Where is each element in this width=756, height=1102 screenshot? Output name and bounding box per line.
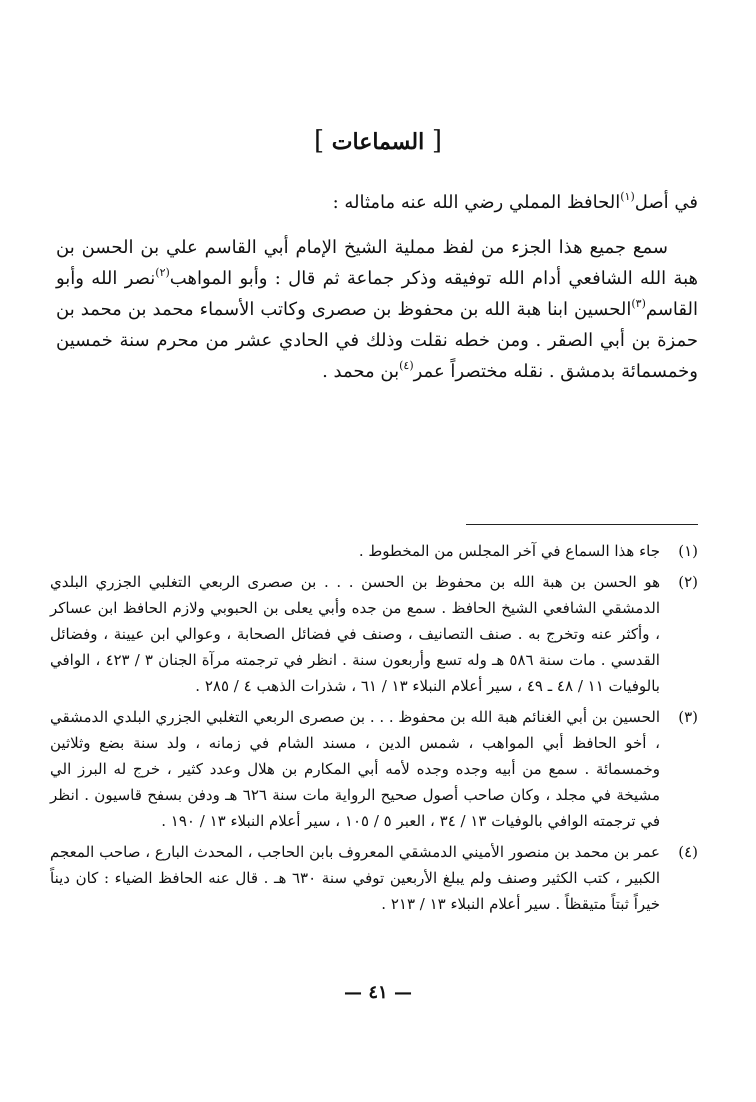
footnote-ref-3: (٣) bbox=[631, 297, 646, 310]
footnote bbox=[50, 704, 698, 834]
footnote-number: (٤) bbox=[678, 843, 698, 861]
body-part-4: بن محمد . bbox=[322, 361, 400, 382]
footnote-text: الحسين بن أبي الغنائم هبة الله بن محفوظ . . . بن صصرى الربعي التغلبي الجزري البلدي الدمشقي ، أخو الحافظ أبي المواهب ، شمس الدين ، مسند الشام في زمانه ، ولد سنة بضع وثلاثين وخمسمائة . سمع من أبيه وجده وجده لأمه أبي المكارم بن هلال وعدد كثير ، خرج له البرز الي مشيخة في مجلد ، وكان صاحب أصول صحيح الرواية مات سنة ٦٢٦ هـ ودفن بسفح قاسيون . انظر في ترجمته الوافي بالوفيات ١٣ / ٣٤ ، العبر ٥ / ١٠٥ ، سير أعلام النبلاء ١٣ / ١٩٠ . bbox=[50, 708, 660, 830]
section-title-text: السماعات bbox=[331, 129, 425, 155]
intro-before: في أصل bbox=[634, 192, 698, 213]
footnotes bbox=[50, 538, 698, 922]
open-bracket: [ bbox=[431, 126, 443, 156]
footnote-number: (١) bbox=[678, 542, 698, 560]
footnote-number: (٣) bbox=[678, 708, 698, 726]
footnote-text: جاء هذا السماع في آخر المجلس من المخطوط . bbox=[358, 542, 660, 560]
main-paragraph bbox=[56, 232, 698, 387]
body-part-3: الحسين ابنا هبة الله بن محفوظ بن صصرى وكاتب الأسماء محمد بن محمد بن حمزة بن أبي الصقر . ومن خطه نقلت وذلك في الحادي عشر من محرم سنة خمسين وخمسمائة بدمشق . نقله مختصراً عمر bbox=[56, 299, 698, 382]
footnote-ref-2: (٢) bbox=[155, 266, 170, 279]
footnote-separator bbox=[466, 524, 698, 525]
page-number: — ٤١ — bbox=[344, 982, 412, 1003]
footnote-number: (٢) bbox=[678, 573, 698, 591]
close-bracket: ] bbox=[313, 126, 325, 156]
intro-after: الحافظ المملي رضي الله عنه مامثاله : bbox=[332, 192, 621, 213]
footnote-ref-1: (١) bbox=[620, 190, 635, 203]
footnote-text: عمر بن محمد بن منصور الأميني الدمشقي المعروف بابن الحاجب ، المحدث البارع ، صاحب المعجم الكبير ، كتب الكثير وصنف ولم يبلغ الأربعين توفي سنة ٦٣٠ هـ . قال عنه الحافظ الضياء : كان ديناً خيراً ثبتاً متيقظاً . سير أعلام النبلاء ١٣ / ٢١٣ . bbox=[50, 843, 661, 913]
footnote bbox=[50, 569, 698, 699]
footnote-ref-4: (٤) bbox=[399, 359, 414, 372]
footnote bbox=[50, 839, 698, 917]
footnote-text: هو الحسن بن هبة الله بن محفوظ بن الحسن . . . بن صصرى الربعي التغلبي الجزري البلدي الدمشقي الشافعي الشيخ الحافظ . سمع من جده وأبي يعلى بن الحبوبي ولازم الحافظ ابن عساكر ، وأكثر عنه وتخرج به . صنف التصانيف ، وصنف في فضائل الصحابة ، وعوالي ابن عيينة ، وفضائل القدسي . مات سنة ٥٨٦ هـ وله تسع وأربعون سنة . انظر في ترجمته مرآة الجنان ٣ / ٤٢٣ ، الوافي بالوفيات ١١ / ٤٨ ـ ٤٩ ، سير أعلام النبلاء ١٣ / ٦١ ، شذرات الذهب ٤ / ٢٨٥ . bbox=[50, 573, 660, 695]
body-part-1: سمع جميع هذا الجزء من لفظ مملية الشيخ الإمام أبي القاسم علي بن الحسن بن هبة الله الشافعي أدام الله توفيقه وذكر جماعة ثم قال : وأبو المواهب bbox=[56, 237, 699, 289]
main-paragraph-text bbox=[56, 232, 698, 387]
footnote bbox=[50, 538, 698, 564]
intro-line bbox=[80, 188, 698, 218]
section-title bbox=[0, 126, 756, 156]
body-part-2: نصر الله وأبو القاسم bbox=[56, 268, 698, 320]
